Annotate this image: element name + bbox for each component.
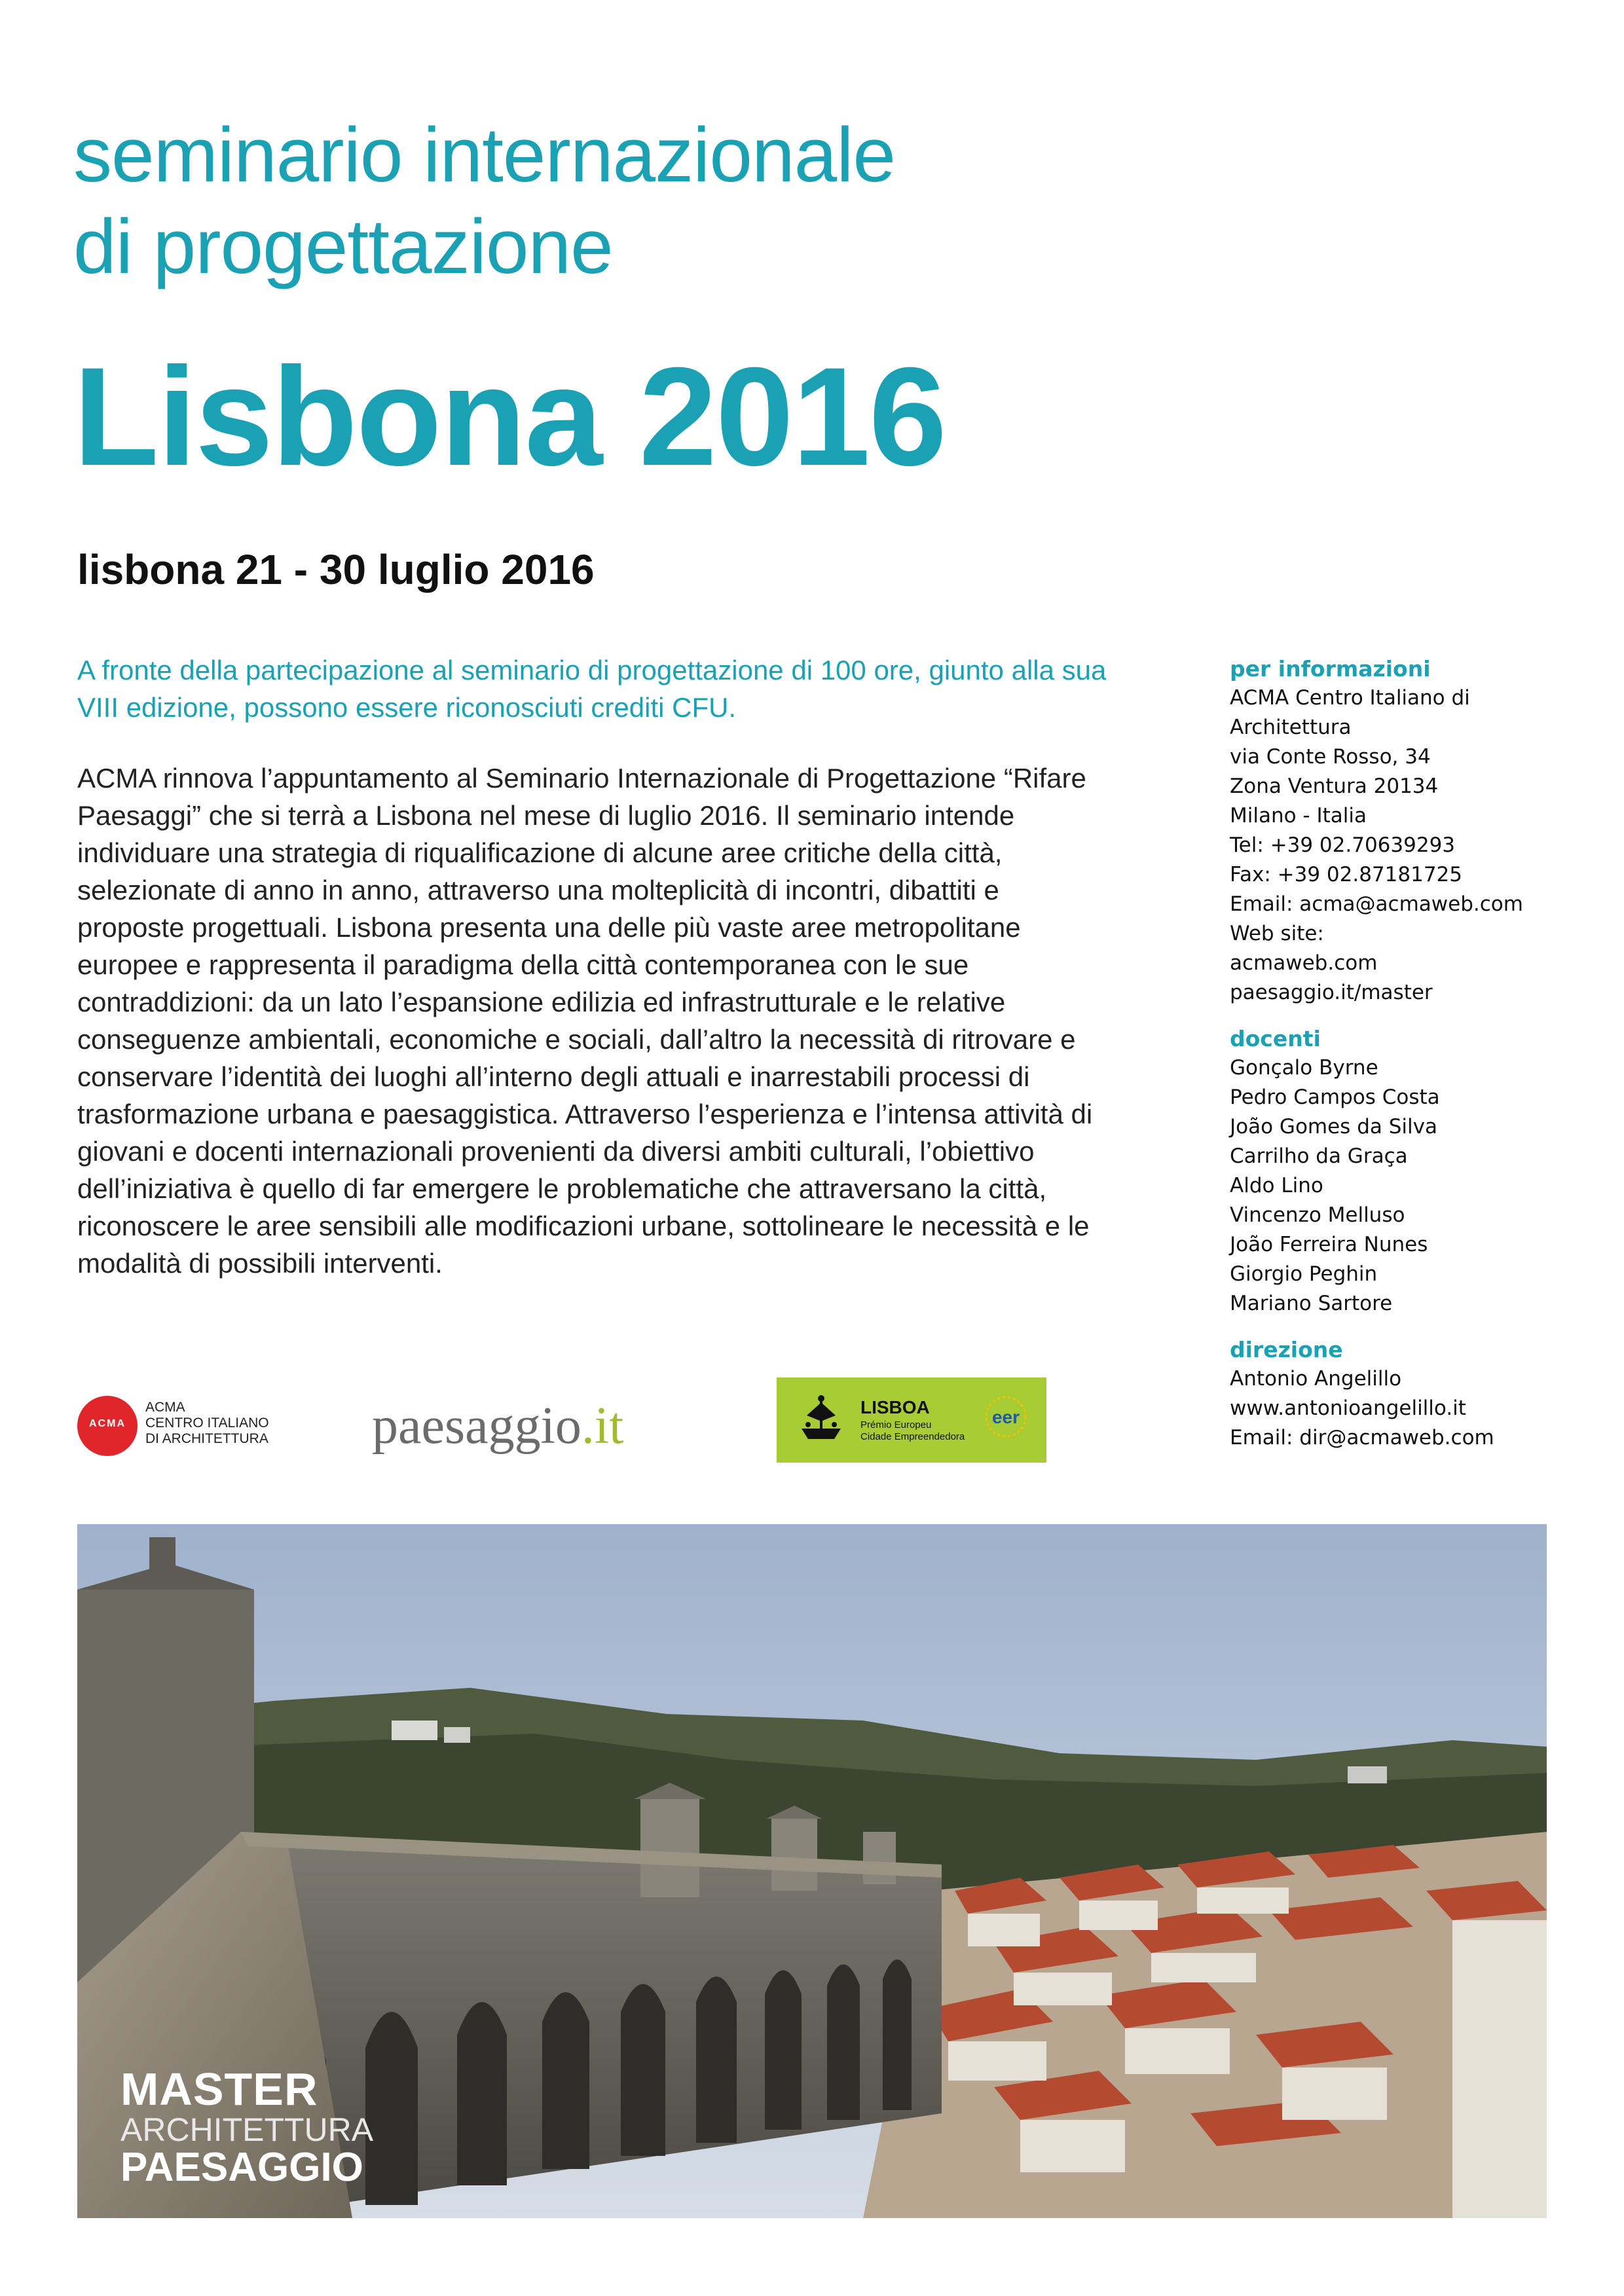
event-dates: lisbona 21 - 30 luglio 2016 xyxy=(77,546,595,593)
lisboa-ship-icon xyxy=(788,1387,854,1452)
paesaggio-logo xyxy=(372,1397,624,1455)
info-line: Web site: xyxy=(1230,922,1324,945)
info-line: Milano - Italia xyxy=(1230,804,1367,828)
docente-name: João Ferreira Nunes xyxy=(1230,1233,1428,1256)
paesaggio-logo-name: paesaggio xyxy=(372,1397,581,1455)
acma-circle-icon xyxy=(77,1396,138,1456)
intro-paragraph: A fronte della partecipazione al seminario di progettazione di 100 ore, giunto alla sua VIII edizione, possono essere riconosciuti crediti CFU. xyxy=(77,655,1107,723)
direzione-email[interactable]: Email: dir@acmaweb.com xyxy=(1230,1426,1494,1449)
docenti-section xyxy=(1230,1025,1570,1319)
docente-name: Pedro Campos Costa xyxy=(1230,1085,1440,1109)
info-phone: Tel: +39 02.70639293 xyxy=(1230,833,1456,857)
body-paragraph: ACMA rinnova l’appuntamento al Seminario Internazionale di Progettazione “Rifare Paesaggi” che si terrà a Lisbona nel mese di luglio 2016. Il seminario intende individuare una strategia di riqualificazione di alcune aree critiche della città, selezionate di anno in anno, attraverso una molteplicità di incontri, dibattiti e proposte progettuali. Lisbona presenta una delle più vaste aree metropolitane europee e rappresenta il paradigma della città contemporanea con le sue contraddizioni: da un lato l’espansione edilizia ed infrastrutturale e le relative conseguenze ambientali, economiche e sociali, dall’altro la necessità di ritrovare e conservare l’identità dei luoghi all’interno degli attuali e inarrestabili processi di trasformazione urbana e paesaggistica. Attraverso l’esperienza e l’intensa attività di giovani e docenti internazionali provenienti da diversi ambiti culturali, l’obiettivo dell’iniziativa è quello di far emergere le problematiche che attraversano la città, riconoscere le aree sensibili alle modificazioni urbane, sottolineare le necessità e le modalità di possibili interventi. xyxy=(77,763,1093,1279)
acma-logo-line: CENTRO ITALIANO xyxy=(145,1415,269,1430)
lisboa-logo-sub-line: Prémio Europeu xyxy=(860,1419,932,1430)
master-label-line-3: PAESAGGIO xyxy=(120,2145,363,2190)
acma-logo-line: DI ARCHITETTURA xyxy=(145,1431,268,1446)
docente-name: Mariano Sartore xyxy=(1230,1292,1393,1315)
master-label-line-1: MASTER xyxy=(120,2064,318,2115)
lisboa-logo xyxy=(777,1377,1046,1463)
eer-badge-icon xyxy=(980,1392,1032,1448)
lisboa-logo-title: LISBOA xyxy=(860,1397,930,1417)
info-website-link[interactable]: acmaweb.com xyxy=(1230,951,1378,975)
sidebar xyxy=(1230,655,1570,1470)
master-label-line-2: ARCHITETTURA xyxy=(120,2111,374,2148)
title-line-1: seminario internazionale xyxy=(73,112,896,198)
docente-name: João Gomes da Silva xyxy=(1230,1115,1437,1139)
docente-name: Aldo Lino xyxy=(1230,1174,1323,1197)
direzione-name: Antonio Angelillo xyxy=(1230,1367,1402,1391)
master-label xyxy=(120,2066,373,2188)
aqueduct-photo xyxy=(77,1524,1547,2218)
title-line-2: di progettazione xyxy=(73,204,613,290)
info-master-link[interactable]: paesaggio.it/master xyxy=(1230,981,1433,1004)
direzione-website-link[interactable]: www.antonioangelillo.it xyxy=(1230,1396,1466,1420)
paesaggio-logo-suffix: .it xyxy=(581,1397,624,1455)
docente-name: Carrilho da Graça xyxy=(1230,1144,1408,1168)
info-fax: Fax: +39 02.87181725 xyxy=(1230,863,1462,886)
main-title: Lisbona 2016 xyxy=(73,338,946,495)
docente-name: Giorgio Peghin xyxy=(1230,1262,1378,1286)
direzione-section xyxy=(1230,1336,1570,1453)
info-line: via Conte Rosso, 34 xyxy=(1230,745,1431,769)
info-heading: per informazioni xyxy=(1230,656,1431,682)
info-line: Zona Ventura 20134 xyxy=(1230,774,1439,798)
docente-name: Gonçalo Byrne xyxy=(1230,1056,1378,1080)
lisboa-logo-subtitle xyxy=(860,1419,965,1443)
acma-logo-text xyxy=(145,1400,269,1447)
eer-badge-text: eer xyxy=(991,1407,1020,1427)
docente-name: Vincenzo Melluso xyxy=(1230,1203,1405,1227)
info-line: ACMA Centro Italiano di xyxy=(1230,686,1470,710)
direzione-heading: direzione xyxy=(1230,1337,1343,1362)
info-line: Architettura xyxy=(1230,716,1352,739)
lisboa-logo-sub-line: Cidade Empreendedora xyxy=(860,1431,965,1442)
info-email[interactable]: Email: acma@acmaweb.com xyxy=(1230,892,1523,916)
acma-logo-line: ACMA xyxy=(145,1400,185,1415)
info-section xyxy=(1230,655,1570,1008)
acma-circle-text: ACMA xyxy=(89,1418,126,1429)
acma-logo xyxy=(77,1393,293,1459)
docenti-heading: docenti xyxy=(1230,1026,1321,1051)
